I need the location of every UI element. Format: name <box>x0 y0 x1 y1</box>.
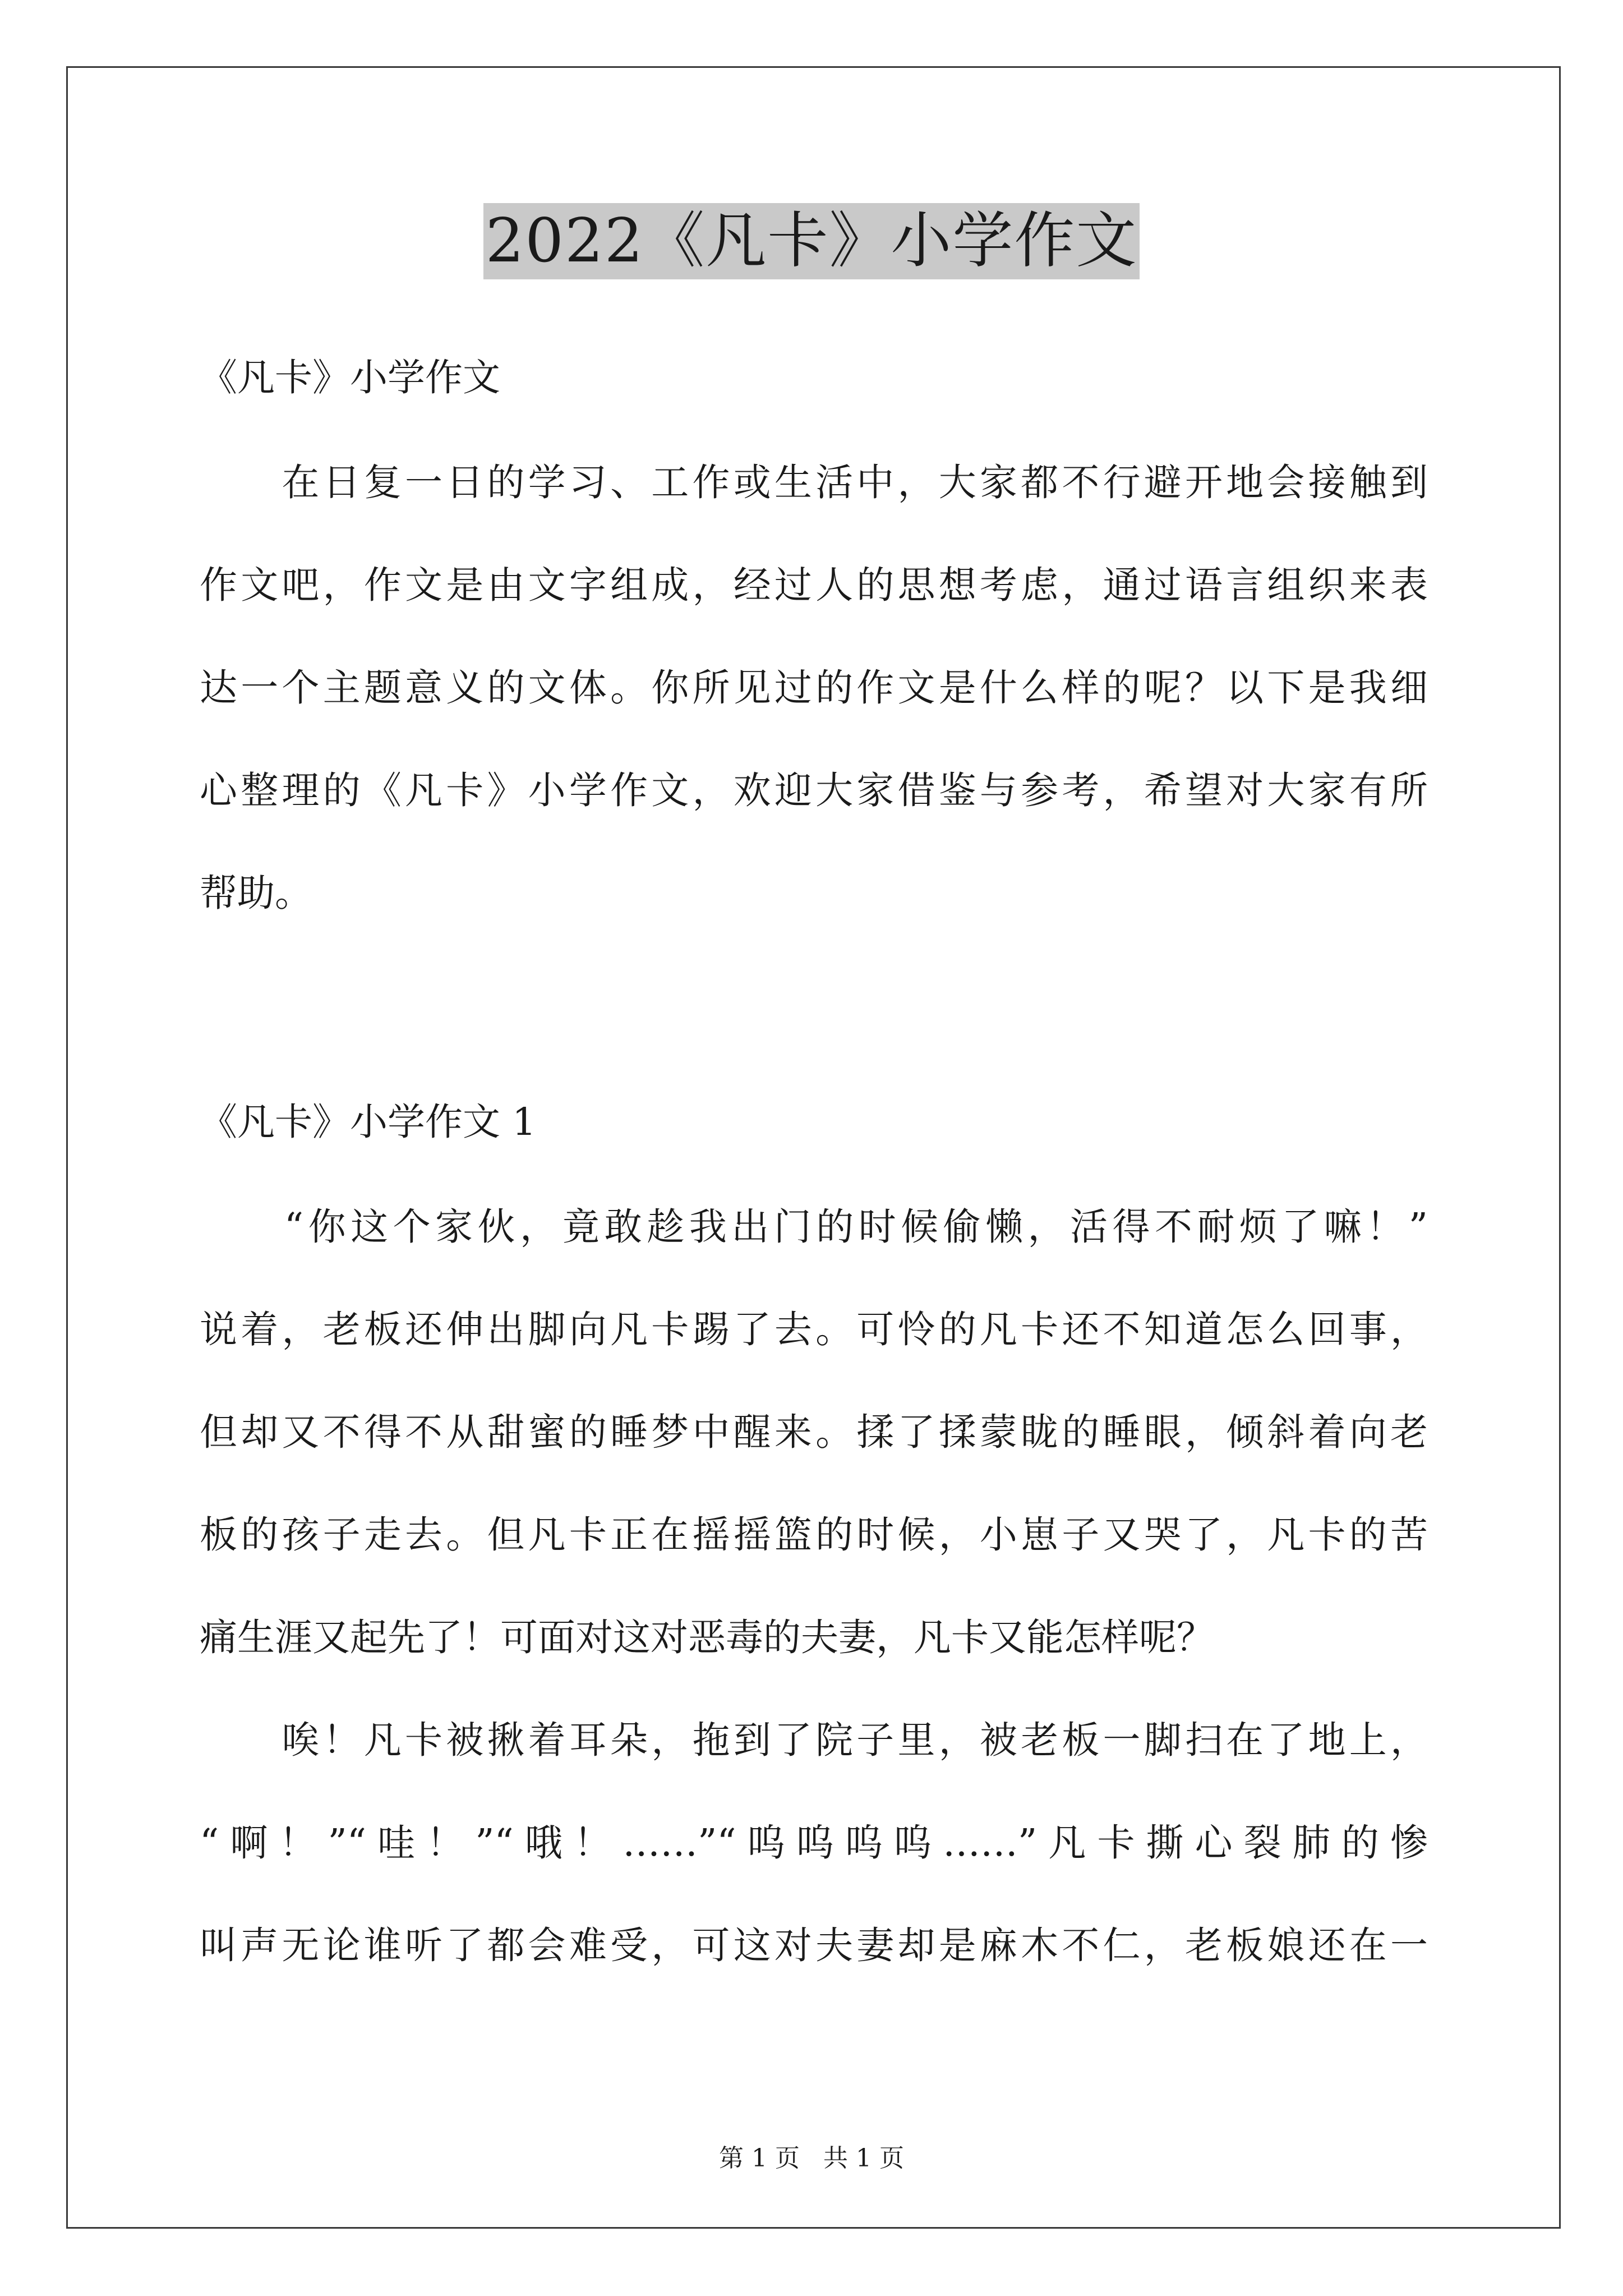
document-title: 2022《凡卡》小学作文 <box>483 203 1140 279</box>
intro-line-1: 在日复一日的学习、工作或生活中，大家都不行避开地会接触到 <box>200 461 1428 504</box>
intro-line-5: 帮助。 <box>200 871 312 915</box>
section-1-line-1: “你这个家伙，竟敢趁我出门的时候偷懒，活得不耐烦了嘛！” <box>200 1205 1428 1249</box>
section-1-line-6: 唉！凡卡被揪着耳朵，拖到了院子里，被老板一脚扫在了地上， <box>200 1718 1428 1762</box>
section-1-line-3: 但却又不得不从甜蜜的睡梦中醒来。揉了揉蒙眬的睡眼，倾斜着向老 <box>200 1410 1428 1454</box>
intro-line-3: 达一个主题意义的文体。你所见过的作文是什么样的呢？以下是我细 <box>200 666 1428 710</box>
section-1-line-5: 痛生涯又起先了！可面对这对恶毒的夫妻，凡卡又能怎样呢？ <box>200 1616 1214 1659</box>
page-footer <box>0 2143 1623 2174</box>
intro-line-2: 作文吧，作文是由文字组成，经过人的思想考虑，通过语言组织来表 <box>200 563 1428 607</box>
intro-line-4: 心整理的《凡卡》小学作文，欢迎大家借鉴与参考，希望对大家有所 <box>200 769 1428 812</box>
page-number: 第 1 页 <box>719 2144 800 2173</box>
subtitle: 《凡卡》小学作文 <box>200 356 500 399</box>
section-1-line-8: 叫声无论谁听了都会难受，可这对夫妻却是麻木不仁，老板娘还在一 <box>200 1924 1428 1967</box>
page-total: 共 1 页 <box>823 2144 904 2173</box>
section-1-heading: 《凡卡》小学作文 1 <box>200 1100 536 1144</box>
section-1-line-4: 板的孩子走去。但凡卡正在摇摇篮的时候，小崽子又哭了，凡卡的苦 <box>200 1513 1428 1557</box>
section-1-line-2: 说着，老板还伸出脚向凡卡踢了去。可怜的凡卡还不知道怎么回事， <box>200 1308 1428 1351</box>
section-1-line-7: “啊！”“哇！”“哦！……”“呜呜呜呜……”凡卡撕心裂肺的惨 <box>200 1821 1428 1865</box>
title-container <box>0 203 1623 279</box>
